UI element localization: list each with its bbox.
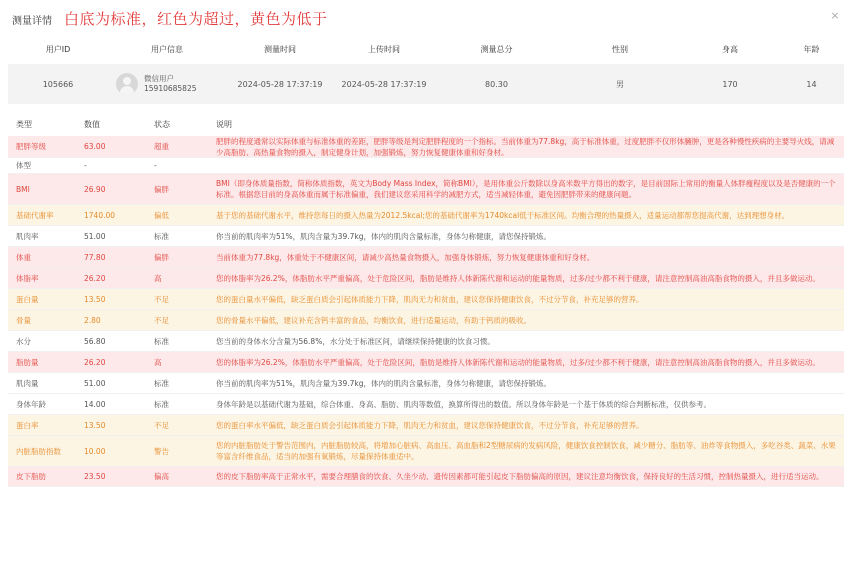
metric-status: 标准 <box>154 399 169 409</box>
metric-status: 偏胖 <box>154 184 169 194</box>
metric-value: 63.00 <box>84 142 106 151</box>
user-name: 微信用户 <box>144 74 174 83</box>
header-gender: 性别 <box>612 44 628 54</box>
gender: 男 <box>616 79 624 89</box>
header-upload-time: 上传时间 <box>368 44 400 54</box>
metric-type: 骨量 <box>16 315 31 325</box>
metrics-table <box>8 112 844 487</box>
total-score: 80.30 <box>485 79 508 89</box>
dialog-header <box>0 0 852 36</box>
metric-type: 肥胖等级 <box>16 142 46 151</box>
metric-value: 77.80 <box>84 252 106 262</box>
table-row <box>8 415 844 436</box>
header-user-info: 用户信息 <box>151 44 183 54</box>
user-phone: 15910685825 <box>144 84 197 93</box>
metric-type: 体重 <box>16 252 31 262</box>
metric-type: BMI <box>16 184 30 194</box>
table-row <box>8 394 844 415</box>
metric-status: 标准 <box>154 378 169 388</box>
dialog-title: 测量详情 <box>12 16 52 27</box>
metric-value: 56.80 <box>84 336 106 346</box>
metric-status: 标准 <box>154 336 169 346</box>
header-measure-time: 测量时间 <box>264 44 296 54</box>
metric-description: 当前体重为77.8kg，体重处于不健康区间，请减少高热量食物摄入，加强身体锻炼，努力恢复健康体重和好身材。 <box>216 252 595 262</box>
table-row <box>8 289 844 310</box>
metric-description: 你当前的肌肉率为51%，肌肉含量为39.7kg，体内的肌肉含量标准，身体匀称健康，请您保持锻炼。 <box>216 231 551 241</box>
user-table-header <box>8 38 844 60</box>
table-row <box>8 247 844 268</box>
metric-type: 体型 <box>16 161 31 170</box>
metric-value: - <box>84 161 87 170</box>
metric-value: 1740.00 <box>84 210 116 220</box>
table-row <box>8 226 844 247</box>
metric-status: 高 <box>154 273 162 283</box>
metric-value: 10.00 <box>84 446 106 456</box>
metric-description: 身体年龄是以基础代谢为基础，综合体重、身高、脂肪、肌肉等数值，换算所得出的数值。所以身体年龄是一个基于体质的综合判断标准，仅供参考。 <box>216 399 711 409</box>
metric-value: 26.20 <box>84 357 106 367</box>
metric-description: 您的蛋白率水平偏低，缺乏蛋白质会引起体质能力下降，肌肉无力和贫血，建议您保持健康饮食，不过分节食，补充足够的营养。 <box>216 420 644 430</box>
metric-description: 基于您的基础代谢水平，维持您每日的摄入热量为2012.5kcal;您的基础代谢率为1740kcal低于标准区间。均衡合理的热量摄入，适量运动都帮您提高代谢，达到理想身材。 <box>216 210 790 220</box>
metric-value: 26.20 <box>84 273 106 283</box>
metric-value: 26.90 <box>84 184 106 194</box>
metric-status: 偏胖 <box>154 252 169 262</box>
table-row <box>8 158 844 174</box>
metric-status: 标准 <box>154 231 169 241</box>
table-row <box>8 331 844 352</box>
metric-type: 皮下脂肪 <box>16 472 46 481</box>
metric-status: - <box>154 161 157 170</box>
table-row <box>8 310 844 331</box>
metric-status: 不足 <box>154 315 169 325</box>
metric-description: 您的皮下脂肪率高于正常水平，需要合理膳食的饮食、久坐少动、遗传因素都可能引起皮下脂肪偏高的原因，建议注意均衡饮食，保持良好的生活习惯，控制热量摄入，进行适当运动。 <box>216 472 824 481</box>
metric-status: 偏低 <box>154 210 169 220</box>
height: 170 <box>722 79 738 89</box>
header-status: 状态 <box>154 119 170 129</box>
table-row <box>8 174 844 205</box>
metric-type: 脂肪量 <box>16 357 39 367</box>
metric-type: 蛋白率 <box>16 420 39 430</box>
table-row <box>8 268 844 289</box>
header-user-id: 用户ID <box>45 44 71 54</box>
metric-value: 2.80 <box>84 315 101 325</box>
metric-description: BMI（即身体质量指数，简称体质指数，英文为Body Mass Index，简称BMI），是用体重公斤数除以身高米数平方得出的数字，是目前国际上常用的衡量人体胖瘦程度以及是否健康的一个标准。根据您目前的身高体重而属于标准偏重，我们建议您采用科学的减肥方式，适当减轻体重，避免因肥胖带来的健康问题。 <box>216 179 836 199</box>
metrics-table-header <box>8 112 844 136</box>
header-score: 测量总分 <box>480 44 513 54</box>
header-value: 数值 <box>84 119 100 129</box>
metric-value: 51.00 <box>84 231 106 241</box>
table-row <box>8 436 844 467</box>
metric-description: 您的骨量水平偏低，建议补充含钙丰富的食品，均衡饮食，进行适量运动，有助于钙质的吸收。 <box>216 315 531 325</box>
color-legend-note: 白底为标准，红色为超过，黄色为低于 <box>64 10 328 28</box>
metric-status: 警告 <box>154 446 169 456</box>
metric-value: 14.00 <box>84 399 106 409</box>
age: 14 <box>806 79 817 89</box>
table-row <box>8 136 844 158</box>
metric-value: 23.50 <box>84 472 106 481</box>
metric-status: 高 <box>154 357 162 367</box>
metric-status: 偏高 <box>154 472 169 481</box>
user-info <box>108 73 226 95</box>
table-row <box>8 467 844 487</box>
metric-value: 13.50 <box>84 294 106 304</box>
metric-description: 您的蛋白量水平偏低，缺乏蛋白质会引起体质能力下降，肌肉无力和贫血，建议您保持健康饮食，不过分节食，补充足够的营养。 <box>216 294 644 304</box>
metric-description: 您的体脂率为26.2%，体脂肪水平严重偏高，处于危险区间，脂肪是维持人体新陈代谢和运动的能量物质，过多/过少都不利于健康，请注意控制高油高脂食物的摄入，并且多做运动。 <box>216 273 820 283</box>
metric-type: 身体年龄 <box>16 399 46 409</box>
user-info-table <box>8 38 844 104</box>
metric-description: 肥胖的程度通常以实际体重与标准体重的差距，肥胖等级是判定肥胖程度的一个指标。当前体重为77.8kg，高于标准体重，过度肥胖不仅形体臃肿，更是各种慢性疾病的主要导火线，请减少高脂肪、高热量食物的摄入，制定健身计划，加强锻炼，努力恢复健康体重和好身材。 <box>216 136 835 157</box>
metric-value: 13.50 <box>84 420 106 430</box>
metric-description: 您当前的身体水分含量为56.8%，水分处于标准区间，请继续保持健康的饮食习惯。 <box>216 336 495 346</box>
measure-time: 2024-05-28 17:37:19 <box>237 79 323 89</box>
metric-type: 体脂率 <box>16 273 39 283</box>
metric-type: 肌肉率 <box>16 231 39 241</box>
table-row <box>8 352 844 373</box>
header-age: 年龄 <box>803 44 820 54</box>
header-description: 说明 <box>216 119 232 129</box>
metric-status: 超重 <box>154 142 169 151</box>
metric-type: 基础代谢率 <box>16 210 54 220</box>
metric-description: 您的体脂率为26.2%，体脂肪水平严重偏高，处于危险区间，脂肪是维持人体新陈代谢和运动的能量物质，过多/过少都不利于健康，请注意控制高油高脂食物的摄入，并且多做运动。 <box>216 357 820 367</box>
metric-type: 肌肉量 <box>16 378 39 388</box>
metric-status: 不足 <box>154 420 169 430</box>
header-height: 身高 <box>722 44 738 54</box>
metric-rows <box>8 136 844 487</box>
upload-time: 2024-05-28 17:37:19 <box>341 79 427 89</box>
header-type: 类型 <box>16 119 32 129</box>
user-id: 105666 <box>42 79 74 89</box>
close-icon[interactable]: × <box>830 9 840 22</box>
metric-type: 水分 <box>16 336 31 346</box>
metric-type: 蛋白量 <box>16 294 39 304</box>
metric-description: 您的内脏脂肪处于警告范围内，内脏脂肪较高，将增加心脏病、高血压、高血脂和2型糖尿病的发病风险，健康饮食控制饮食，减少糖分、脂肪等、油炸等食物摄入，多吃谷类、蔬菜、水果等富含纤维食品，适当的加强有氧锻炼，尽量保持体重适中。 <box>216 441 836 461</box>
metric-type: 内脏脂肪指数 <box>16 446 61 456</box>
metric-description: 你当前的肌肉率为51%，肌肉含量为39.7kg，体内的肌肉含量标准，身体匀称健康，请您保持锻炼。 <box>216 378 551 388</box>
metric-value: 51.00 <box>84 378 106 388</box>
table-row <box>8 205 844 226</box>
user-table-row <box>8 64 844 104</box>
metric-status: 不足 <box>154 294 169 304</box>
avatar <box>116 73 138 95</box>
table-row <box>8 373 844 394</box>
